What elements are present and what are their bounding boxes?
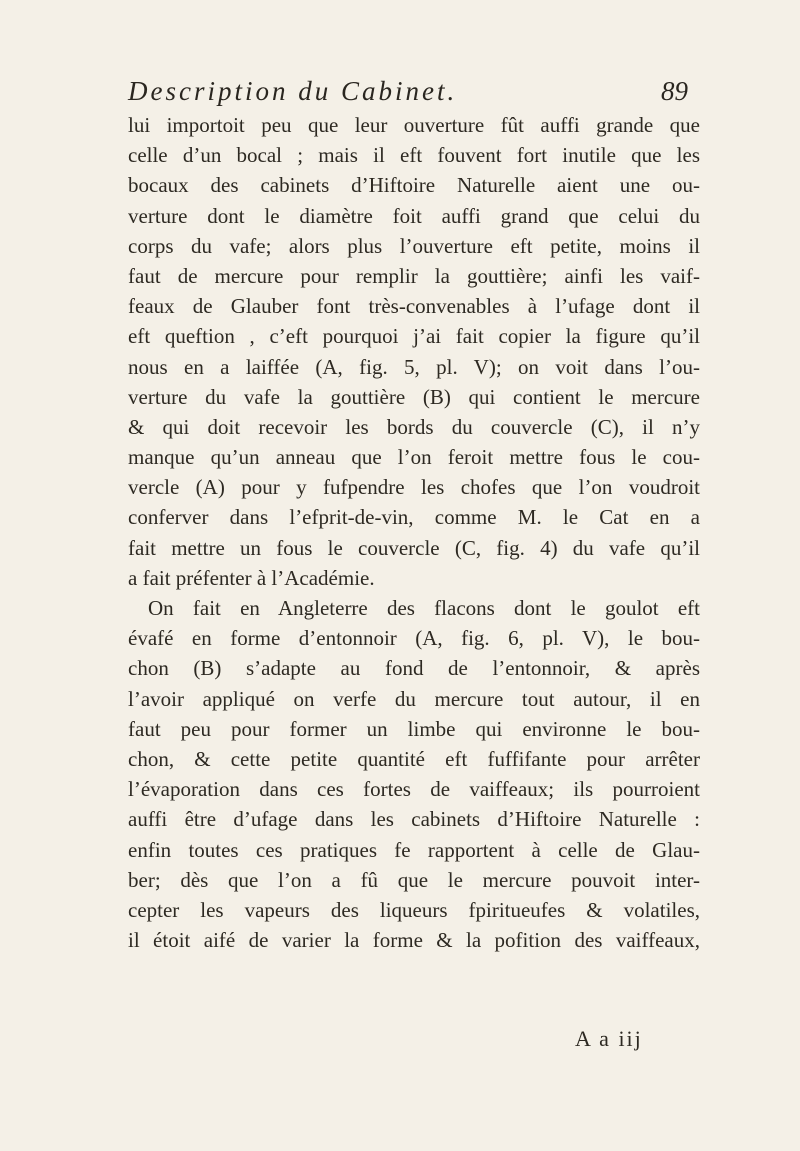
text-line: vercle (A) pour y fufpendre les chofes que l’on voudroit	[128, 475, 700, 500]
text-line: fait mettre un fous le couvercle (C, fig. 4) du vafe qu’il	[128, 535, 700, 560]
text-line: conferver dans l’efprit-de-vin, comme M. le Cat en a	[128, 505, 700, 530]
text-line: enfin toutes ces pratiques fe rapportent à celle de Glau-	[128, 837, 700, 862]
text-line: bocaux des cabinets d’Hiftoire Naturelle aient une ou-	[128, 173, 700, 198]
page-number: 89	[661, 76, 688, 106]
running-title: Description du Cabinet.	[128, 76, 458, 106]
body-text	[128, 110, 700, 955]
text-line: faut peu pour former un limbe qui environne le bou-	[128, 716, 700, 741]
text-line: faut de mercure pour remplir la gouttière; ainfi les vaif-	[128, 263, 700, 288]
text-line: & qui doit recevoir les bords du couvercle (C), il n’y	[128, 414, 700, 439]
text-line: ber; dès que l’on a fû que le mercure pouvoit inter-	[128, 867, 700, 892]
text-line: manque qu’un anneau que l’on feroit mettre fous le cou-	[128, 445, 700, 470]
text-line: eft queftion , c’eft pourquoi j’ai fait copier la figure qu’il	[128, 324, 700, 349]
text-line: corps du vafe; alors plus l’ouverture eft petite, moins il	[128, 233, 700, 258]
text-line: feaux de Glauber font très-convenables à l’ufage dont il	[128, 294, 700, 319]
text-line: celle d’un bocal ; mais il eft fouvent fort inutile que les	[128, 143, 700, 168]
text-line: On fait en Angleterre des flacons dont le goulot eft	[148, 596, 700, 620]
text-line: chon, & cette petite quantité eft fuffifante pour arrêter	[128, 746, 700, 771]
text-line: l’évaporation dans ces fortes de vaiffeaux; ils pourroient	[128, 777, 700, 802]
text-line: verture du vafe la gouttière (B) qui contient le mercure	[128, 384, 700, 409]
text-line: auffi être d’ufage dans les cabinets d’Hiftoire Naturelle :	[128, 807, 700, 832]
text-line: a fait préfenter à l’Académie.	[128, 565, 375, 590]
text-line: cepter les vapeurs des liqueurs fpiritueufes & volatiles,	[128, 897, 700, 922]
text-line: lui importoit peu que leur ouverture fût auffi grande que	[128, 113, 700, 137]
text-line: il étoit aifé de varier la forme & la pofition des vaiffeaux,	[128, 928, 700, 953]
signature-mark: A a iij	[575, 1026, 643, 1051]
text-line: chon (B) s’adapte au fond de l’entonnoir, & après	[128, 656, 700, 681]
text-line: nous en a laiffée (A, fig. 5, pl. V); on voit dans l’ou-	[128, 354, 700, 379]
text-line: l’avoir appliqué on verfe du mercure tout autour, il en	[128, 686, 700, 711]
text-line: évafé en forme d’entonnoir (A, fig. 6, pl. V), le bou-	[128, 626, 700, 651]
text-line: verture dont le diamètre foit auffi grand que celui du	[128, 203, 700, 228]
